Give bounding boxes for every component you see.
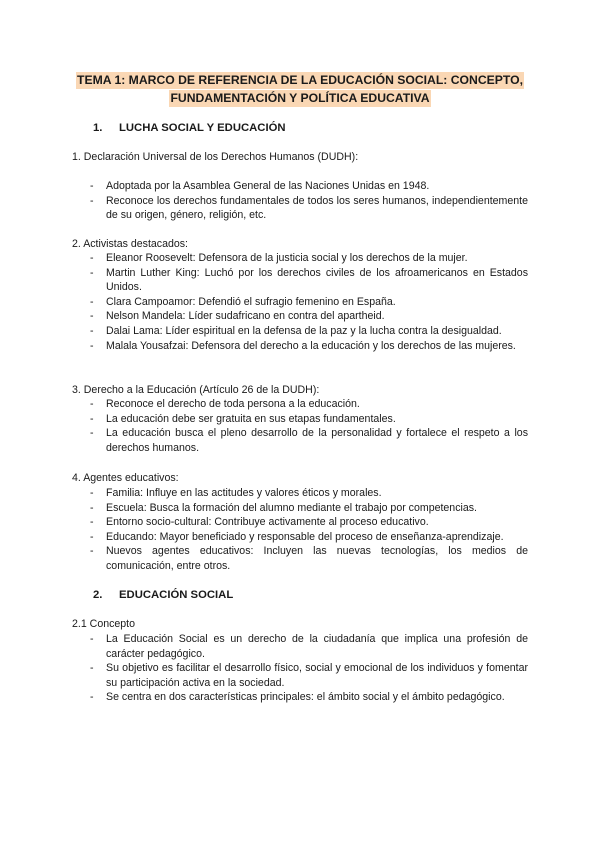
list-item: - Nuevos agentes educativos: Incluyen las nuevas tecnologías, los medios de comunicación, entre otros. — [72, 544, 528, 573]
document-title — [0, 71, 600, 107]
subsection-1-2-list — [72, 251, 528, 353]
list-item: - Dalai Lama: Líder espiritual en la defensa de la paz y la lucha contra la desigualdad. — [72, 324, 528, 339]
list-item: - Martin Luther King: Luchó por los derechos civiles de los afroamericanos en Estados Unidos. — [72, 266, 528, 295]
section-1-title: LUCHA SOCIAL Y EDUCACIÓN — [119, 122, 286, 134]
section-2-title: EDUCACIÓN SOCIAL — [119, 589, 234, 601]
subsection-1-1-list — [72, 179, 528, 223]
list-item: - Reconoce el derecho de toda persona a la educación. — [72, 397, 528, 412]
section-1-number: 1. — [93, 122, 103, 134]
list-item: - Adoptada por la Asamblea General de las Naciones Unidas en 1948. — [72, 179, 528, 194]
title-line-1: TEMA 1: MARCO DE REFERENCIA DE LA EDUCACIÓN SOCIAL: CONCEPTO, — [77, 73, 523, 87]
list-item: - La educación busca el pleno desarrollo de la personalidad y fortalece el respeto a los derechos humanos. — [72, 426, 528, 455]
list-item: - Educando: Mayor beneficiado y responsable del proceso de enseñanza-aprendizaje. — [72, 530, 528, 545]
section-1-heading — [93, 121, 286, 135]
subsection-1-2-title: 2. Activistas destacados: — [72, 238, 189, 250]
subsection-1-3-title: 3. Derecho a la Educación (Artículo 26 de la DUDH): — [72, 384, 320, 396]
subsection-1-3-list — [72, 397, 528, 455]
list-item: - Su objetivo es facilitar el desarrollo físico, social y emocional de los individuos y fomentar su participación activa en la sociedad. — [72, 661, 528, 690]
list-item: - La educación debe ser gratuita en sus etapas fundamentales. — [72, 412, 528, 427]
subsection-2-1-title: 2.1 Concepto — [72, 618, 136, 630]
list-item: - Eleanor Roosevelt: Defensora de la justicia social y los derechos de la mujer. — [72, 251, 528, 266]
subsection-1-4-title: 4. Agentes educativos: — [72, 472, 179, 484]
list-item: - Escuela: Busca la formación del alumno mediante el trabajo por competencias. — [72, 501, 528, 516]
list-item: - Malala Yousafzai: Defensora del derecho a la educación y los derechos de las mujeres. — [72, 339, 528, 354]
subsection-1-4-list — [72, 486, 528, 574]
title-line-2: FUNDAMENTACIÓN Y POLÍTICA EDUCATIVA — [170, 91, 430, 105]
section-2-number: 2. — [93, 589, 103, 601]
list-item: - Clara Campoamor: Defendió el sufragio femenino en España. — [72, 295, 528, 310]
subsection-1-1-title: 1. Declaración Universal de los Derechos Humanos (DUDH): — [72, 151, 359, 163]
subsection-2-1-list — [72, 632, 528, 705]
list-item: - Nelson Mandela: Líder sudafricano en contra del apartheid. — [72, 309, 528, 324]
list-item: - Entorno socio-cultural: Contribuye activamente al proceso educativo. — [72, 515, 528, 530]
list-item: - Se centra en dos características principales: el ámbito social y el ámbito pedagógico. — [72, 690, 528, 705]
section-2-heading — [93, 588, 233, 602]
list-item: - Familia: Influye en las actitudes y valores éticos y morales. — [72, 486, 528, 501]
list-item: - La Educación Social es un derecho de la ciudadanía que implica una profesión de carácter pedagógico. — [72, 632, 528, 661]
list-item: - Reconoce los derechos fundamentales de todos los seres humanos, independientemente de su origen, género, religión, etc. — [72, 194, 528, 223]
